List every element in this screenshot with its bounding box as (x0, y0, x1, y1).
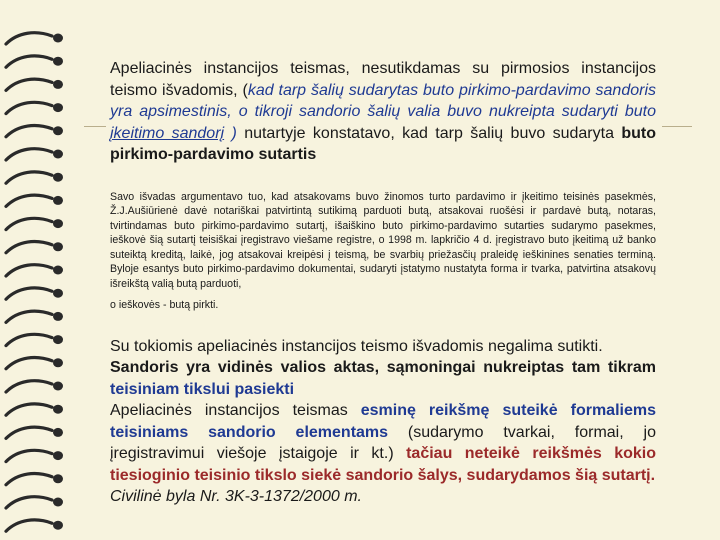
spiral-ring (6, 265, 52, 276)
intro-text: Apeliacinės instancijos teismas, nesutikdamas su pirmosios instancijos teismo išvadomis, ( (110, 60, 656, 99)
spiral-ring (6, 334, 52, 345)
binding-hole (53, 498, 63, 507)
quoted-claim-end: ) (224, 124, 237, 142)
binding-hole (53, 80, 63, 89)
binding-hole (53, 219, 63, 228)
spiral-ring (6, 218, 52, 229)
spiral-binding (0, 0, 80, 540)
binding-hole (53, 34, 63, 43)
binding-hole (53, 405, 63, 414)
spiral-ring (6, 195, 52, 206)
binding-hole (53, 242, 63, 251)
contract-definition: Sandoris yra vidinės valios aktas, sąmoningai nukreiptas tam tikram (110, 359, 656, 377)
binding-hole (53, 451, 63, 460)
binding-hole (53, 382, 63, 391)
paragraph-intro (110, 58, 656, 166)
spiral-ring (6, 497, 52, 508)
divider-left (84, 126, 106, 127)
intro-conclusion: nutartyje konstatavo, kad tarp šalių buvo sudaryta (236, 124, 622, 142)
contract-type: buto pirkimo-pardavimo sutartis (110, 124, 657, 163)
quoted-claim-underlined: įkeitimo sandorį (110, 124, 225, 142)
case-reference: Civilinė byla Nr. 3K-3-1372/2000 m. (110, 488, 362, 506)
binding-hole (53, 57, 63, 66)
binding-hole (53, 266, 63, 275)
spiral-ring (6, 79, 52, 90)
spiral-ring (6, 33, 52, 44)
formal-elements: esminę reikšmę suteikė formaliems teisiniams sandorio elementams (110, 402, 656, 441)
paragraph-argument-tail: o ieškovės - butą pirkti. (110, 298, 219, 311)
binding-hole (53, 173, 63, 182)
spiral-ring (6, 381, 52, 392)
binding-hole (53, 312, 63, 321)
spiral-ring (6, 126, 52, 137)
paragraph-argument: Savo išvadas argumentavo tuo, kad atsakovams buvo žinomos turto pardavimo ir įkeitimo teisinės pasekmės, Ž.J.Aušiūrienė davė notariškai patvirtintą sutikimą parduoti butą, atsakovai ruošėsi ir pardavė butą, notaras, tvirtindamas buto pirkimo-pardavimo sutartį, išaiškino buto pirkimo-pardavimo sutarties sudarymo pasekmes, ieškovė šią sutartį teisiškai įregistravo viešame registre, o 1998 m. lapkričio 4 d. įregistravo buto įkeitimą už banko suteiktą kreditą, laikė, jog atsakovai kreipėsi į teismą, be svarbių priežasčių praleidę ieškinines senaties terminą. Byloje esantys buto pirkimo-pardavimo dokumentai, sudaryti įstatymo nustatyta forma ir tvarka, patvirtina atsakovų išreikštą valią butą parduoti, (110, 190, 656, 291)
court-text: Apeliacinės instancijos teismas (110, 402, 361, 420)
formal-examples: (sudarymo tvarkai, formai, jo įregistravimui viešoje įstaigoje ir kt.) (110, 423, 657, 463)
spiral-ring (6, 358, 52, 369)
spiral-ring (6, 102, 52, 113)
binding-hole (53, 428, 63, 437)
spiral-ring (6, 427, 52, 438)
paragraph-conclusion (110, 336, 656, 508)
spiral-ring (6, 172, 52, 183)
parties-goal: tačiau neteikė reikšmės kokio tiesioginio teisinio tikslo siekė sandorio šalys, sudarydamos šią sutartį. (110, 445, 656, 484)
spiral-ring (6, 149, 52, 160)
binding-hole (53, 474, 63, 483)
binding-hole (53, 358, 63, 367)
binding-hole (53, 126, 63, 135)
spiral-ring (6, 288, 52, 299)
spiral-ring (6, 450, 52, 461)
quoted-claim: kad tarp šalių sudarytas buto pirkimo-pardavimo sandoris yra apsimestinis, o tikroji sandorio šalių valia buvo nukreipta sudaryti buto (110, 81, 656, 120)
spiral-ring (6, 520, 52, 531)
legal-goal: teisiniam tikslui pasiekti (110, 380, 295, 398)
spiral-ring (6, 404, 52, 415)
binding-hole (53, 521, 63, 530)
spiral-ring (6, 311, 52, 322)
binding-hole (53, 289, 63, 298)
disagreement-line: Su tokiomis apeliacinės instancijos teismo išvadomis negalima sutikti. (110, 337, 603, 355)
spiral-ring (6, 474, 52, 485)
spiral-ring (6, 56, 52, 67)
divider-right (662, 126, 692, 127)
binding-hole (53, 150, 63, 159)
binding-hole (53, 196, 63, 205)
slide-body (110, 58, 656, 508)
binding-hole (53, 103, 63, 112)
spiral-ring (6, 242, 52, 253)
binding-hole (53, 335, 63, 344)
